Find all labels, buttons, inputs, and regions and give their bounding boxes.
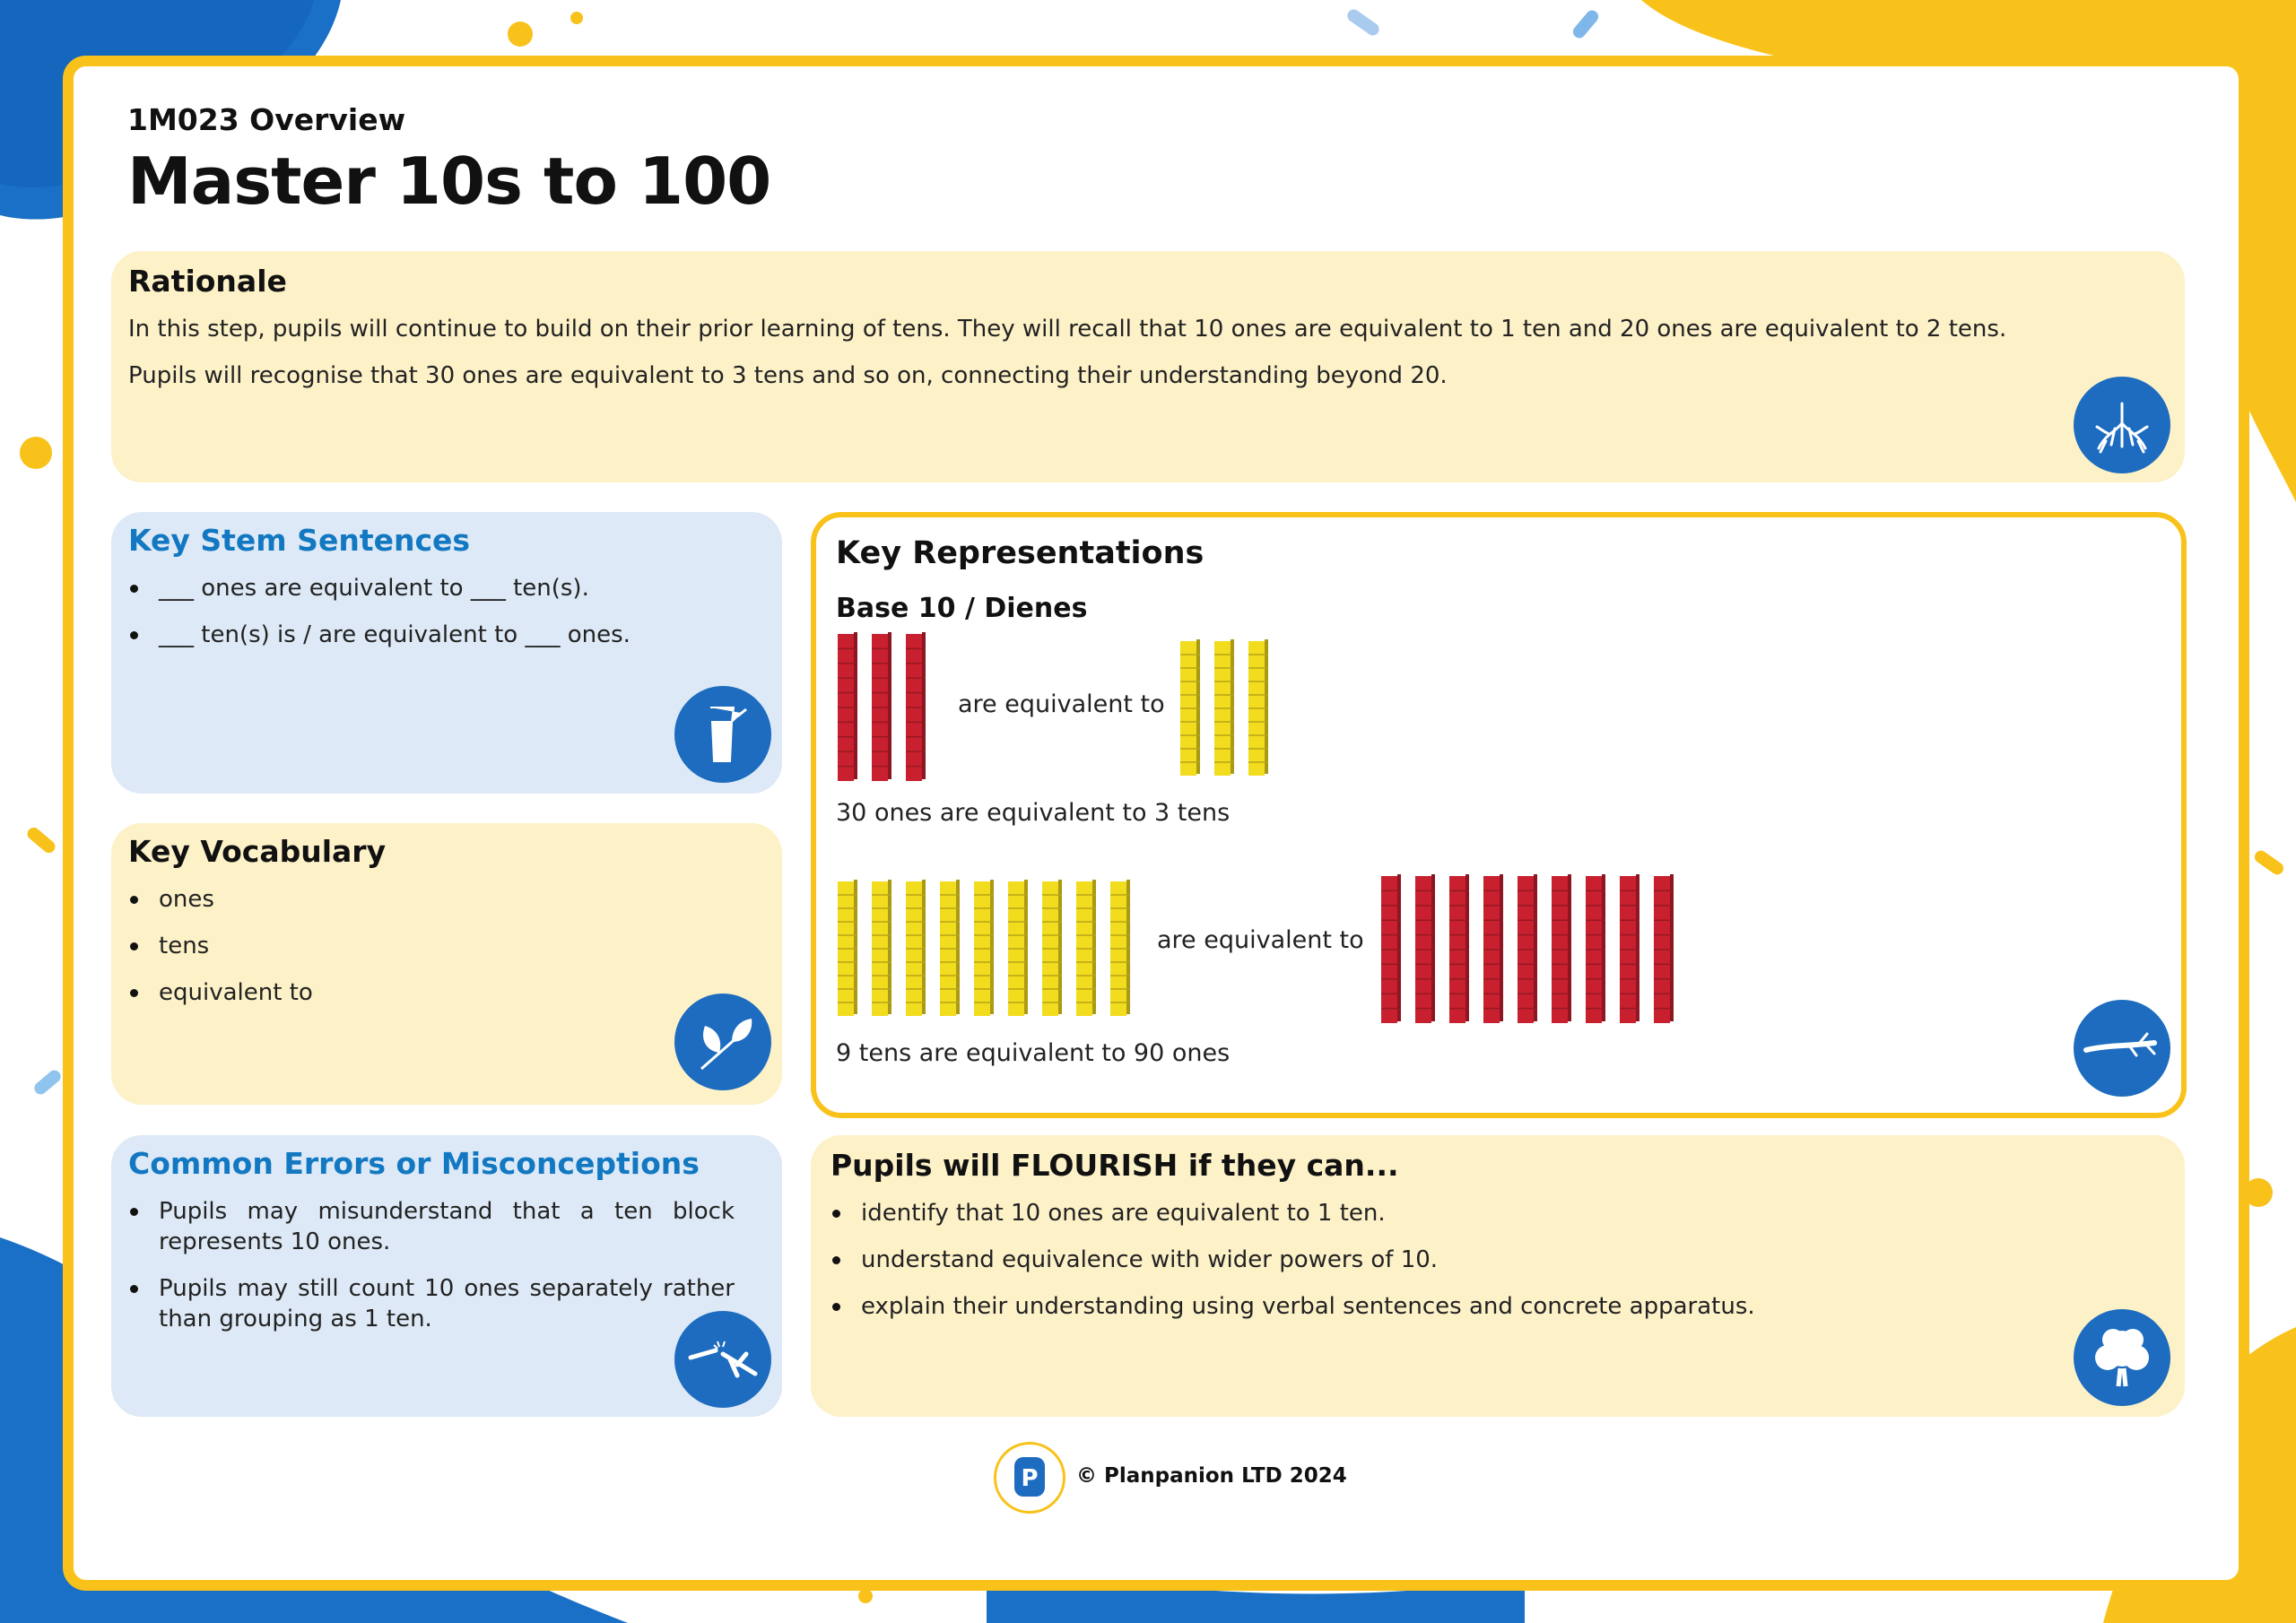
ten-rod [1518, 874, 1537, 1023]
rationale-card [111, 251, 2185, 482]
ten-rod [1110, 880, 1130, 1016]
list-item: Pupils may still count 10 ones separately rather than grouping as 1 ten. [128, 1273, 735, 1334]
stem-sentences-card [111, 512, 782, 794]
ten-rod [1042, 880, 1062, 1016]
red-ten-rods [836, 629, 935, 785]
list-item: understand equivalence with wider powers of 10. [831, 1245, 2086, 1275]
ten-rod [1381, 874, 1401, 1023]
svg-text:P: P [1021, 1465, 1039, 1492]
list-item: equivalent to [128, 977, 756, 1008]
ten-rod [1483, 874, 1503, 1023]
list-item: Pupils may misunderstand that a ten block represents 10 ones. [128, 1196, 735, 1257]
leaves-icon [674, 994, 771, 1090]
copyright-text: © Planpanion LTD 2024 [1076, 1464, 1347, 1488]
planpanion-logo [994, 1442, 1065, 1514]
ten-rod [906, 632, 926, 781]
ten-rod [906, 880, 926, 1016]
list-item: ___ ten(s) is / are equivalent to ___ ones. [128, 620, 756, 650]
list-item: ones [128, 884, 756, 915]
list-item: explain their understanding using verbal sentences and concrete apparatus. [831, 1291, 2086, 1322]
representations-heading: Key Representations [836, 535, 1205, 571]
rationale-paragraph-2: Pupils will recognise that 30 ones are equivalent to 3 tens and so on, connecting their understanding beyond 20. [128, 362, 1448, 389]
flourish-heading: Pupils will FLOURISH if they can... [831, 1148, 1399, 1183]
ten-rod [1620, 874, 1639, 1023]
ten-rod [1248, 639, 1268, 776]
yellow-ten-rods [836, 876, 1141, 1020]
vocabulary-list [128, 884, 756, 1024]
stem-sentences-list [128, 573, 756, 666]
page-title: Master 10s to 100 [127, 143, 771, 219]
example-caption: 30 ones are equivalent to 3 tens [836, 799, 1231, 827]
stem-sentences-heading: Key Stem Sentences [128, 523, 471, 558]
rationale-paragraph-1: In this step, pupils will continue to build on their prior learning of tens. They will recall that 10 ones are equivalent to 1 ten and 20 ones are equivalent to 2 tens. [128, 316, 2007, 343]
red-ten-rods [1379, 871, 1684, 1027]
ten-rod [838, 632, 857, 781]
errors-list [128, 1196, 735, 1350]
lesson-code: 1M023 Overview [127, 102, 406, 137]
ten-rod [1415, 874, 1435, 1023]
flourish-card [811, 1135, 2185, 1417]
ten-rod [838, 880, 857, 1016]
ten-rod [974, 880, 994, 1016]
tree-icon [2074, 1309, 2170, 1406]
ten-rod [1008, 880, 1028, 1016]
ten-rod [872, 880, 891, 1016]
vocabulary-heading: Key Vocabulary [128, 834, 387, 869]
vocabulary-card [111, 823, 782, 1105]
yellow-ten-rods [1178, 636, 1277, 779]
list-item: identify that 10 ones are equivalent to 1 ten. [831, 1198, 2086, 1228]
errors-heading: Common Errors or Misconceptions [128, 1146, 700, 1181]
equivalence-label: are equivalent to [1157, 926, 1364, 954]
example-caption: 9 tens are equivalent to 90 ones [836, 1039, 1231, 1067]
representations-card [811, 512, 2187, 1118]
rationale-heading: Rationale [128, 264, 287, 299]
errors-card [111, 1135, 782, 1417]
ten-rod [1586, 874, 1605, 1023]
flourish-list [831, 1198, 2086, 1338]
ten-rod [1654, 874, 1674, 1023]
branch-icon [2074, 1000, 2170, 1097]
tree-trunk-icon [674, 686, 771, 783]
ten-rod [872, 632, 891, 781]
list-item: ___ ones are equivalent to ___ ten(s). [128, 573, 756, 603]
list-item: tens [128, 931, 756, 961]
ten-rod [1180, 639, 1200, 776]
ten-rod [1076, 880, 1096, 1016]
broken-branch-icon [674, 1311, 771, 1408]
ten-rod [1552, 874, 1571, 1023]
ten-rod [1449, 874, 1469, 1023]
roots-icon [2074, 377, 2170, 473]
ten-rod [940, 880, 960, 1016]
equivalence-label: are equivalent to [958, 690, 1165, 718]
ten-rod [1214, 639, 1234, 776]
representations-subheading: Base 10 / Dienes [836, 593, 1088, 624]
